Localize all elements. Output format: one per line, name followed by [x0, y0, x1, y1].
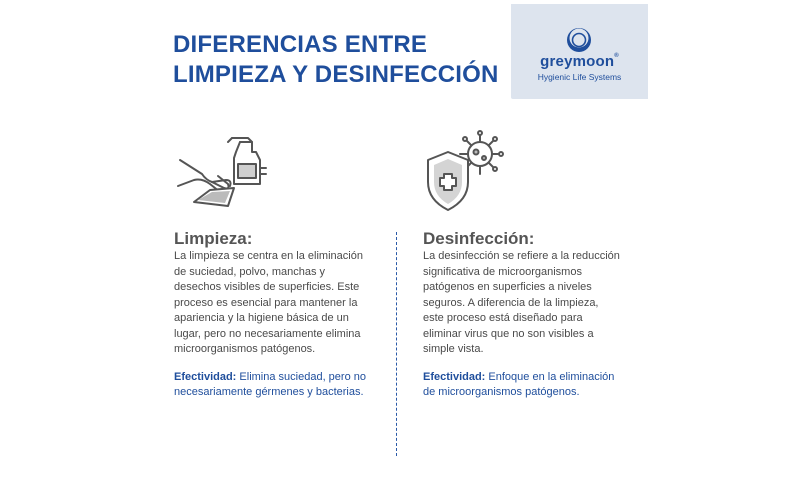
virus-shield-icon: [418, 130, 508, 214]
cleaning-column: [174, 229, 366, 401]
title-line-1: DIFERENCIAS ENTRE: [173, 31, 428, 58]
title-line-2: LIMPIEZA Y DESINFECCIÓN: [173, 61, 499, 88]
cleaning-description: La limpieza se centra en la eliminación de suciedad, polvo, manchas y desechos visibles de superficies. Este proceso es esencial para mantener la apariencia y la higiene básica de un lugar, pero no necesariamente elimina microorganismos patógenos.: [174, 250, 363, 355]
cleaning-effectiveness: Efectividad: Elimina suciedad, pero no necesariamente gérmenes y bacterias.: [174, 370, 366, 398]
column-divider: [396, 232, 397, 456]
disinfection-description: La desinfección se refiere a la reducción significativa de microorganismos patógenos en superficies a niveles seguros. A diferencia de la limpieza, este proceso está diseñado para eliminar virus que no son visibles a simple vista.: [423, 250, 620, 355]
crescent-moon-icon: [565, 26, 593, 54]
logo-tagline: Hygienic Life Systems: [537, 72, 622, 82]
cleaning-heading: Limpieza:: [174, 229, 253, 248]
page-title: [173, 30, 499, 90]
disinfection-effectiveness: Efectividad: Enfoque en la eliminación de microorganismos patógenos.: [423, 370, 615, 398]
disinfection-heading: Desinfección:: [423, 229, 535, 248]
brand-logo: [511, 4, 648, 99]
hand-wiping-spray-icon: [176, 130, 270, 214]
disinfection-column: [423, 229, 621, 401]
logo-name: greymoon®: [540, 53, 619, 70]
